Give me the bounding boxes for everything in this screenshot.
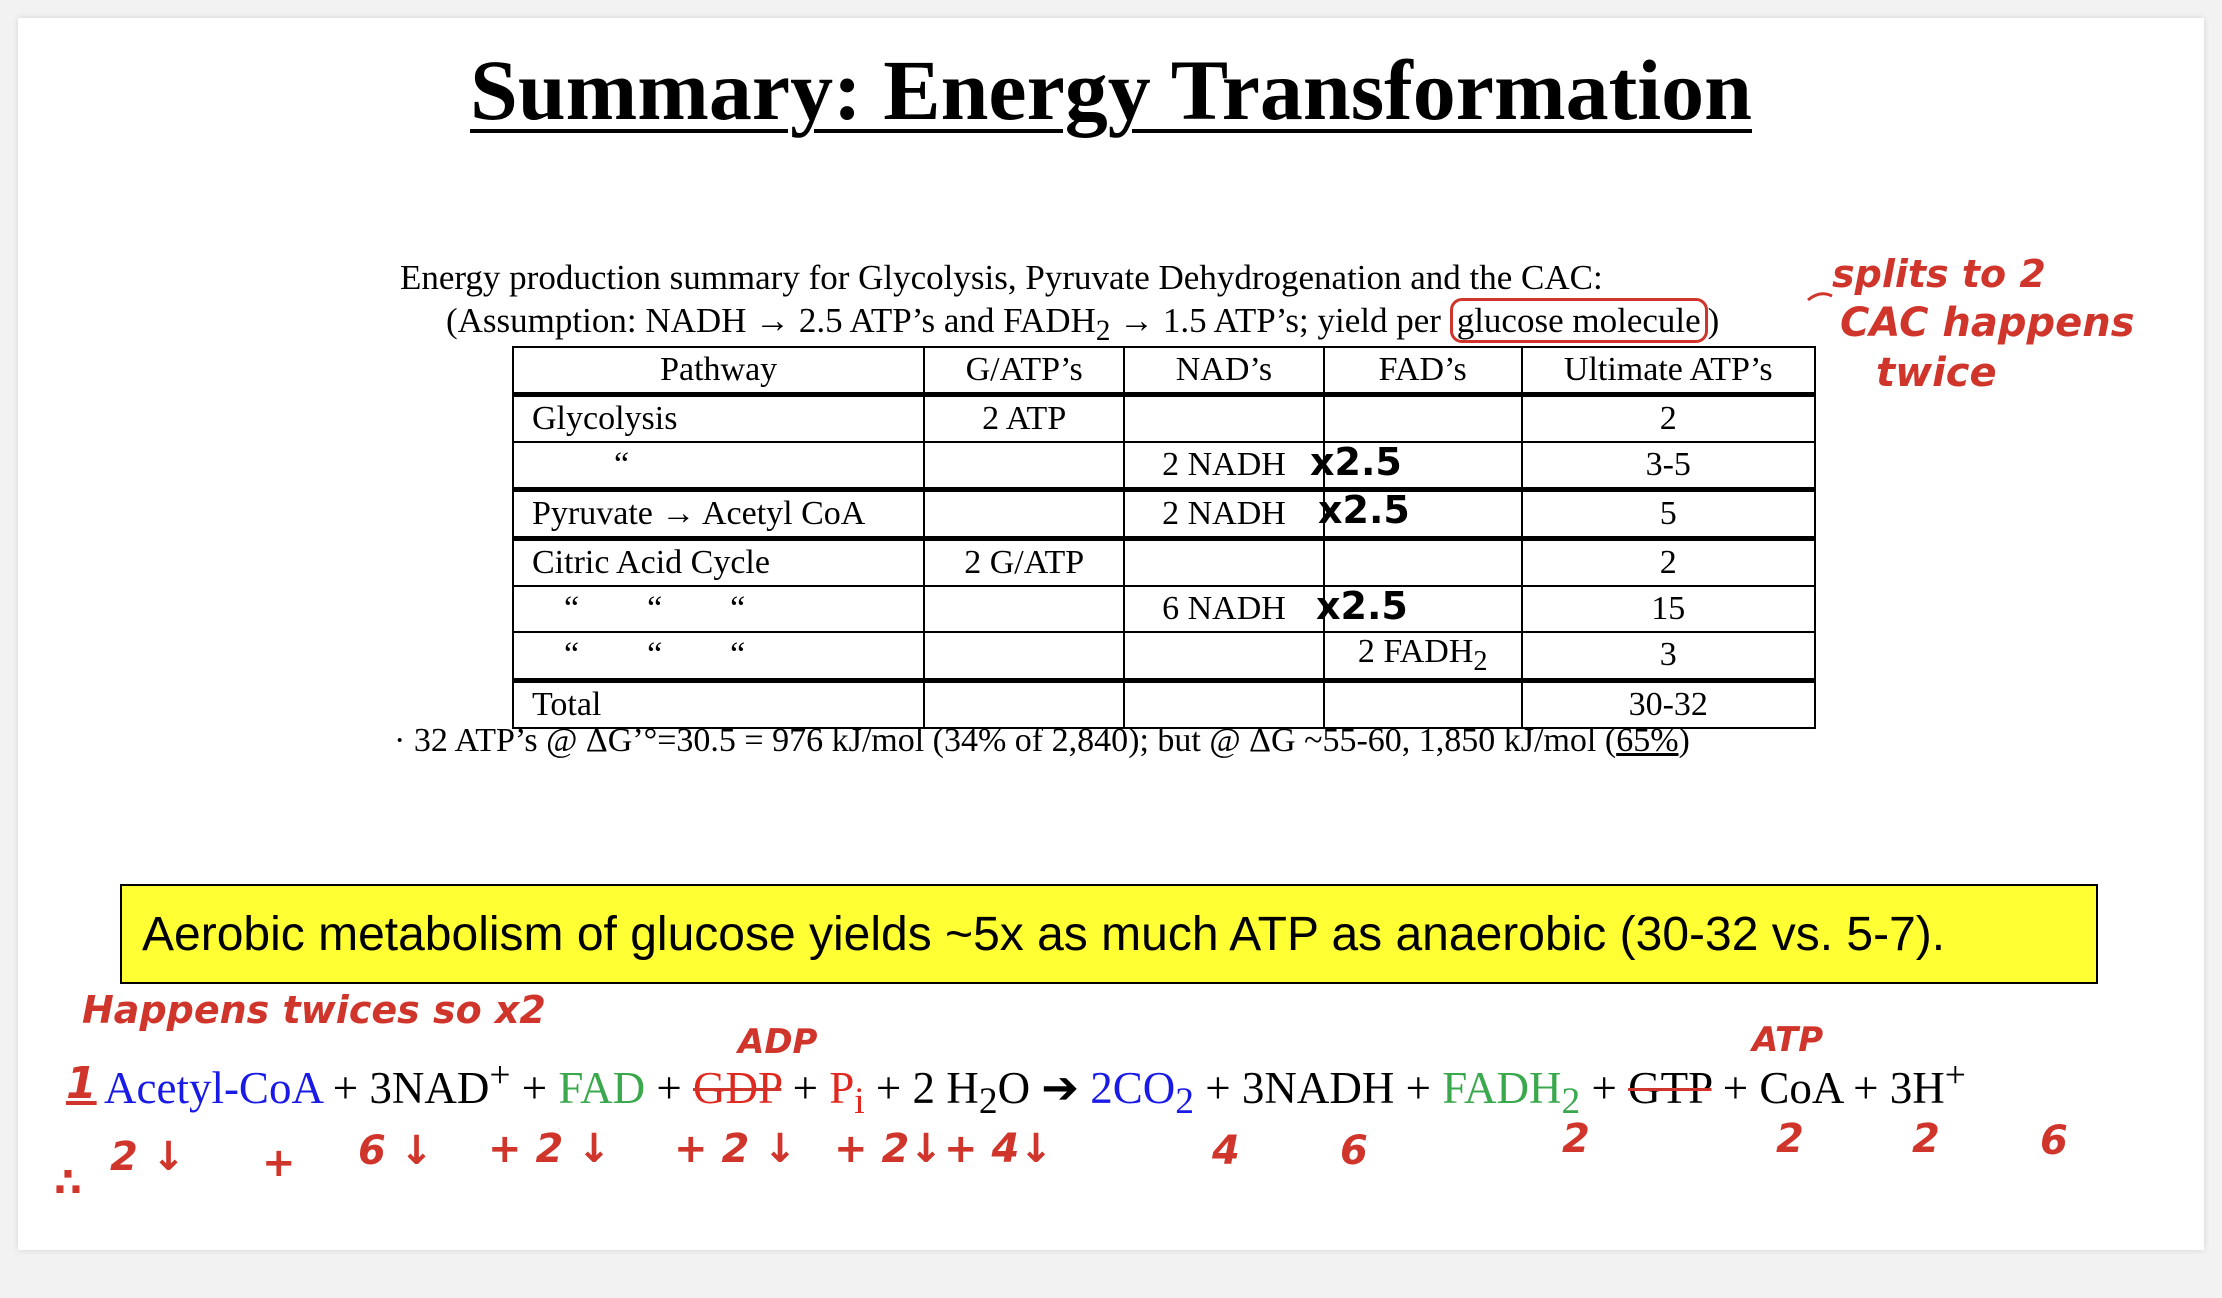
cell-nad: 2 NADH [1124, 442, 1324, 490]
cell-pathway: “ [513, 442, 924, 490]
note-under-pi: + 2↓ [834, 1126, 943, 1172]
header-nad: NAD’s [1124, 347, 1324, 395]
cell-nad: 2 NADH [1124, 490, 1324, 539]
note-under-fad: + 2 ↓ [488, 1126, 611, 1172]
cell-nad: 6 NADH [1124, 586, 1324, 632]
note-splits-to-2: splits to 2 [1832, 252, 2046, 296]
eq-acetyl-coa: Acetyl-CoA [104, 1063, 322, 1113]
eq-pi: P [829, 1063, 855, 1113]
header-ultimate-atp: Ultimate ATP’s [1522, 347, 1815, 395]
intro-line-1: Energy production summary for Glycolysis, Pyruvate Dehydrogenation and the CAC: [400, 258, 1603, 297]
eq-fadh-sub: 2 [1561, 1081, 1581, 1122]
eq-fadh: FADH [1442, 1063, 1562, 1113]
eq-water: + 2 H [864, 1063, 979, 1113]
eq-gdp-struck: GDP [692, 1063, 782, 1113]
cell-gatp: 2 G/ATP [924, 539, 1124, 587]
cell-pathway: Glycolysis [513, 395, 924, 443]
note-therefore: ∴ [54, 1160, 82, 1206]
eq-water-sub: 2 [978, 1081, 998, 1122]
note-cac-happens: CAC happens [1840, 300, 2135, 346]
note-under-fadh: 2 [1562, 1116, 1590, 1162]
note-under-co2: 4 [1212, 1128, 1240, 1174]
eq-coa-h: + CoA + 3H [1711, 1063, 1945, 1113]
bullet-underlined-percent: 65% [1616, 722, 1679, 759]
cell-pathway: “ “ “ [513, 586, 924, 632]
eq-h-sup: + [1944, 1055, 1966, 1096]
note-under-nad: 6 ↓ [358, 1128, 434, 1174]
cell-atp: 3 [1522, 632, 1815, 680]
eq-gtp-struck: GTP [1628, 1063, 1712, 1113]
cell-atp-total: 30-32 [1522, 680, 1815, 728]
note-adp: ADP [738, 1022, 818, 1062]
circled-glucose-molecule: glucose molecule [1450, 298, 1708, 343]
note-under-gdp: + 2 ↓ [674, 1126, 797, 1172]
note-under-coa: 2 [1912, 1116, 1940, 1162]
cell-pathway: “ “ “ [513, 632, 924, 680]
note-under-acetyl: 2 ↓ [110, 1134, 186, 1180]
note-mult-row3: x2.5 [1318, 488, 1410, 532]
note-twice: twice [1876, 350, 1997, 396]
eq-pi-sub: i [854, 1081, 865, 1122]
intro-line-2-mid: → 1.5 ATP’s; yield per [1110, 301, 1450, 340]
note-atp: ATP [1752, 1020, 1824, 1060]
eq-nad-sup: + [489, 1055, 511, 1096]
eq-plus: + [510, 1063, 559, 1113]
eq-nad: + 3NAD [321, 1063, 490, 1113]
cell-pathway: Citric Acid Cycle [513, 539, 924, 587]
cell-atp: 3-5 [1522, 442, 1815, 490]
eq-co2-sub: 2 [1175, 1081, 1195, 1122]
eq-fad: FAD [558, 1063, 646, 1113]
header-gatp: G/ATP’s [924, 347, 1124, 395]
note-one: 1 [66, 1058, 97, 1109]
eq-nadh: + 3NADH + [1194, 1063, 1443, 1113]
cell-atp: 2 [1522, 539, 1815, 587]
note-under-plus: + [262, 1140, 296, 1186]
intro-line-2-suffix: ) [1707, 301, 1720, 340]
cell-atp: 5 [1522, 490, 1815, 539]
header-pathway: Pathway [513, 347, 924, 395]
intro-fadh-subscript: 2 [1095, 315, 1111, 347]
note-under-h: 6 [2040, 1118, 2068, 1164]
callout-box: Aerobic metabolism of glucose yields ~5x as much ATP as anaerobic (30-32 vs. 5-7). [120, 884, 2098, 984]
eq-arrow: O ➔ [997, 1063, 1091, 1113]
eq-co2: 2CO [1090, 1063, 1176, 1113]
note-under-gtp: 2 [1776, 1116, 1804, 1162]
cell-atp: 2 [1522, 395, 1815, 443]
cell-fad-text: 2 FADH [1357, 633, 1474, 670]
cell-pathway: Total [513, 680, 924, 728]
fadh-subscript: 2 [1473, 645, 1488, 677]
note-under-nadh: 6 [1340, 1128, 1368, 1174]
splits-arrow [1808, 294, 1832, 300]
cell-gatp: 2 ATP [924, 395, 1124, 443]
eq-plus: + [781, 1063, 830, 1113]
bullet-text: · 32 ATP’s @ ΔG’°=30.5 = 976 kJ/mol (34% of 2,840); but @ ΔG ~55-60, 1,850 kJ/mol ( [394, 722, 1617, 759]
bullet-end: ) [1678, 722, 1690, 759]
eq-plus: + [645, 1063, 693, 1113]
intro-line-2-prefix: (Assumption: NADH → 2.5 ATP’s and FADH [446, 301, 1096, 340]
note-happens-twice: Happens twices so x2 [82, 988, 546, 1032]
note-mult-row2: x2.5 [1310, 440, 1402, 484]
cell-pathway: Pyruvate → Acetyl CoA [513, 490, 924, 539]
slide-title: Summary: Energy Transformation [470, 42, 1752, 138]
cell-atp: 15 [1522, 586, 1815, 632]
note-under-water: + 4↓ [944, 1126, 1053, 1172]
eq-plus: + [1580, 1063, 1629, 1113]
header-fad: FAD’s [1324, 347, 1522, 395]
note-mult-row5: x2.5 [1316, 584, 1408, 628]
